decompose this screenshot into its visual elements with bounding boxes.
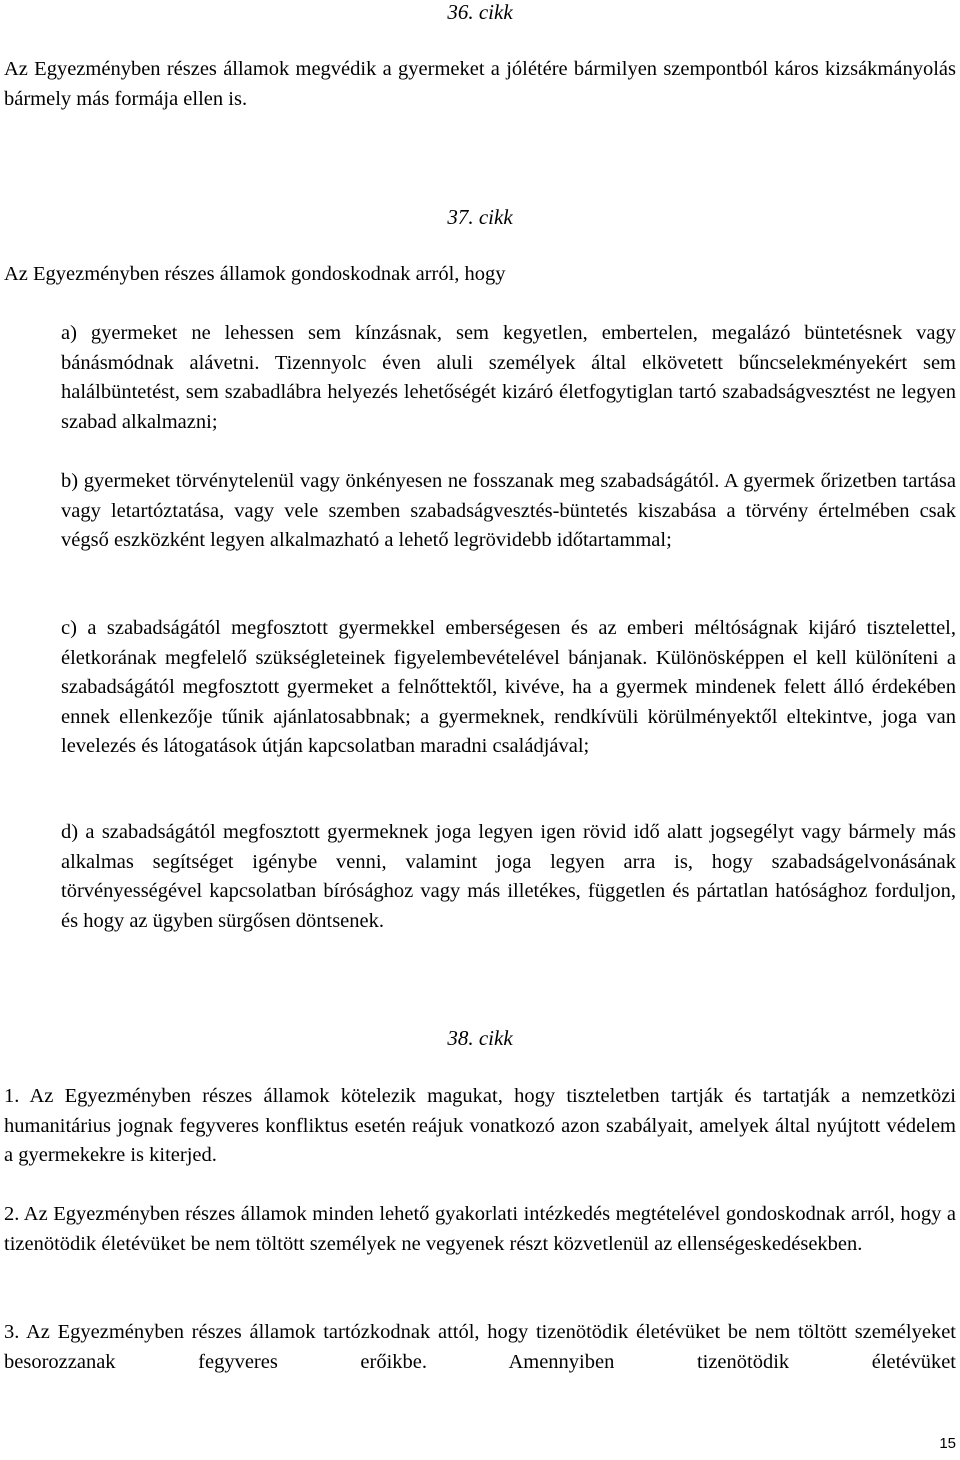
article-37-item-a: a) gyermeket ne lehessen sem kínzásnak, sem kegyetlen, embertelen, megalázó büntetésnek vagy bánásmódnak alávetni. Tizennyolc éven aluli személyek által elkövetett bűncselekményekért sem halálbüntetést, sem szabadlábra helyezés lehetőségét kizáró életfogytiglan tartó szabadságvesztést ne legyen szabad alkalmazni; — [61, 322, 956, 433]
article-37-intro: Az Egyezményben részes államok gondoskodnak arról, hogy — [4, 263, 506, 285]
article-37-item-d: d) a szabadságától megfosztott gyermeknek joga legyen igen rövid idő alatt jogsegélyt vagy bármely más alkalmas segítséget igénybe venni, valamint joga legyen arra is, hogy szabadságelvonásának törvényességével kapcsolatban bírósághoz vagy más illetékes, független és pártatlan hatósághoz forduljon, és hogy az ügyben sürgősen döntsenek. — [61, 821, 956, 932]
article-36-heading: 36. cikk — [447, 0, 513, 24]
article-38-point-1: 1. Az Egyezményben részes államok kötelezik magukat, hogy tiszteletben tartják és tartatják a nemzetközi humanitárius jognak fegyveres konfliktus esetén reájuk vonatkozó azon szabályait, amelyek által nyújtott védelem a gyermekekre is kiterjed. — [4, 1085, 956, 1166]
article-38-point-2: 2. Az Egyezményben részes államok minden lehető gyakorlati intézkedés megtételével gondoskodnak arról, hogy a tizenötödik életévüket be nem töltött személyek ne vegyenek részt közvetlenül az ellenségeskedésekben. — [4, 1203, 956, 1255]
article-36-text: Az Egyezményben részes államok megvédik a gyermeket a jólétére bármilyen szempontból káros kizsákmányolás bármely más formája ellen is. — [4, 58, 956, 110]
article-38-heading: 38. cikk — [447, 1026, 513, 1050]
page-number: 15 — [939, 1435, 956, 1452]
article-38-point-3: 3. Az Egyezményben részes államok tartózkodnak attól, hogy tizenötödik életévüket be nem töltött személyeket besorozzanak fegyveres erőikbe. Amennyiben tizenötödik életévüket — [4, 1321, 956, 1373]
article-37-item-c: c) a szabadságától megfosztott gyermekkel emberségesen és az emberi méltóságnak kijáró tisztelettel, életkorának megfelelő szükségleteinek figyelembevételével bánjanak. Különösképpen el kell különíteni a szabadságától megfosztott gyermeket a felnőttektől, kivéve, ha a gyermek mindenek felett álló érdekében ennek ellenkezője tűnik ajánlatosabbnak; a gyermeknek, rendkívüli körülményektől eltekintve, joga van levelezés és látogatások útján kapcsolatban maradni családjával; — [61, 617, 956, 757]
article-37-heading: 37. cikk — [447, 205, 513, 229]
article-37-item-b: b) gyermeket törvénytelenül vagy önkényesen ne fosszanak meg szabadságától. A gyermek őrizetben tartása vagy letartóztatása, vagy vele szemben szabadságvesztés-büntetés kiszabása a törvény értelmében csak végső eszközként legyen alkalmazható a lehető legrövidebb időtartammal; — [61, 470, 956, 551]
